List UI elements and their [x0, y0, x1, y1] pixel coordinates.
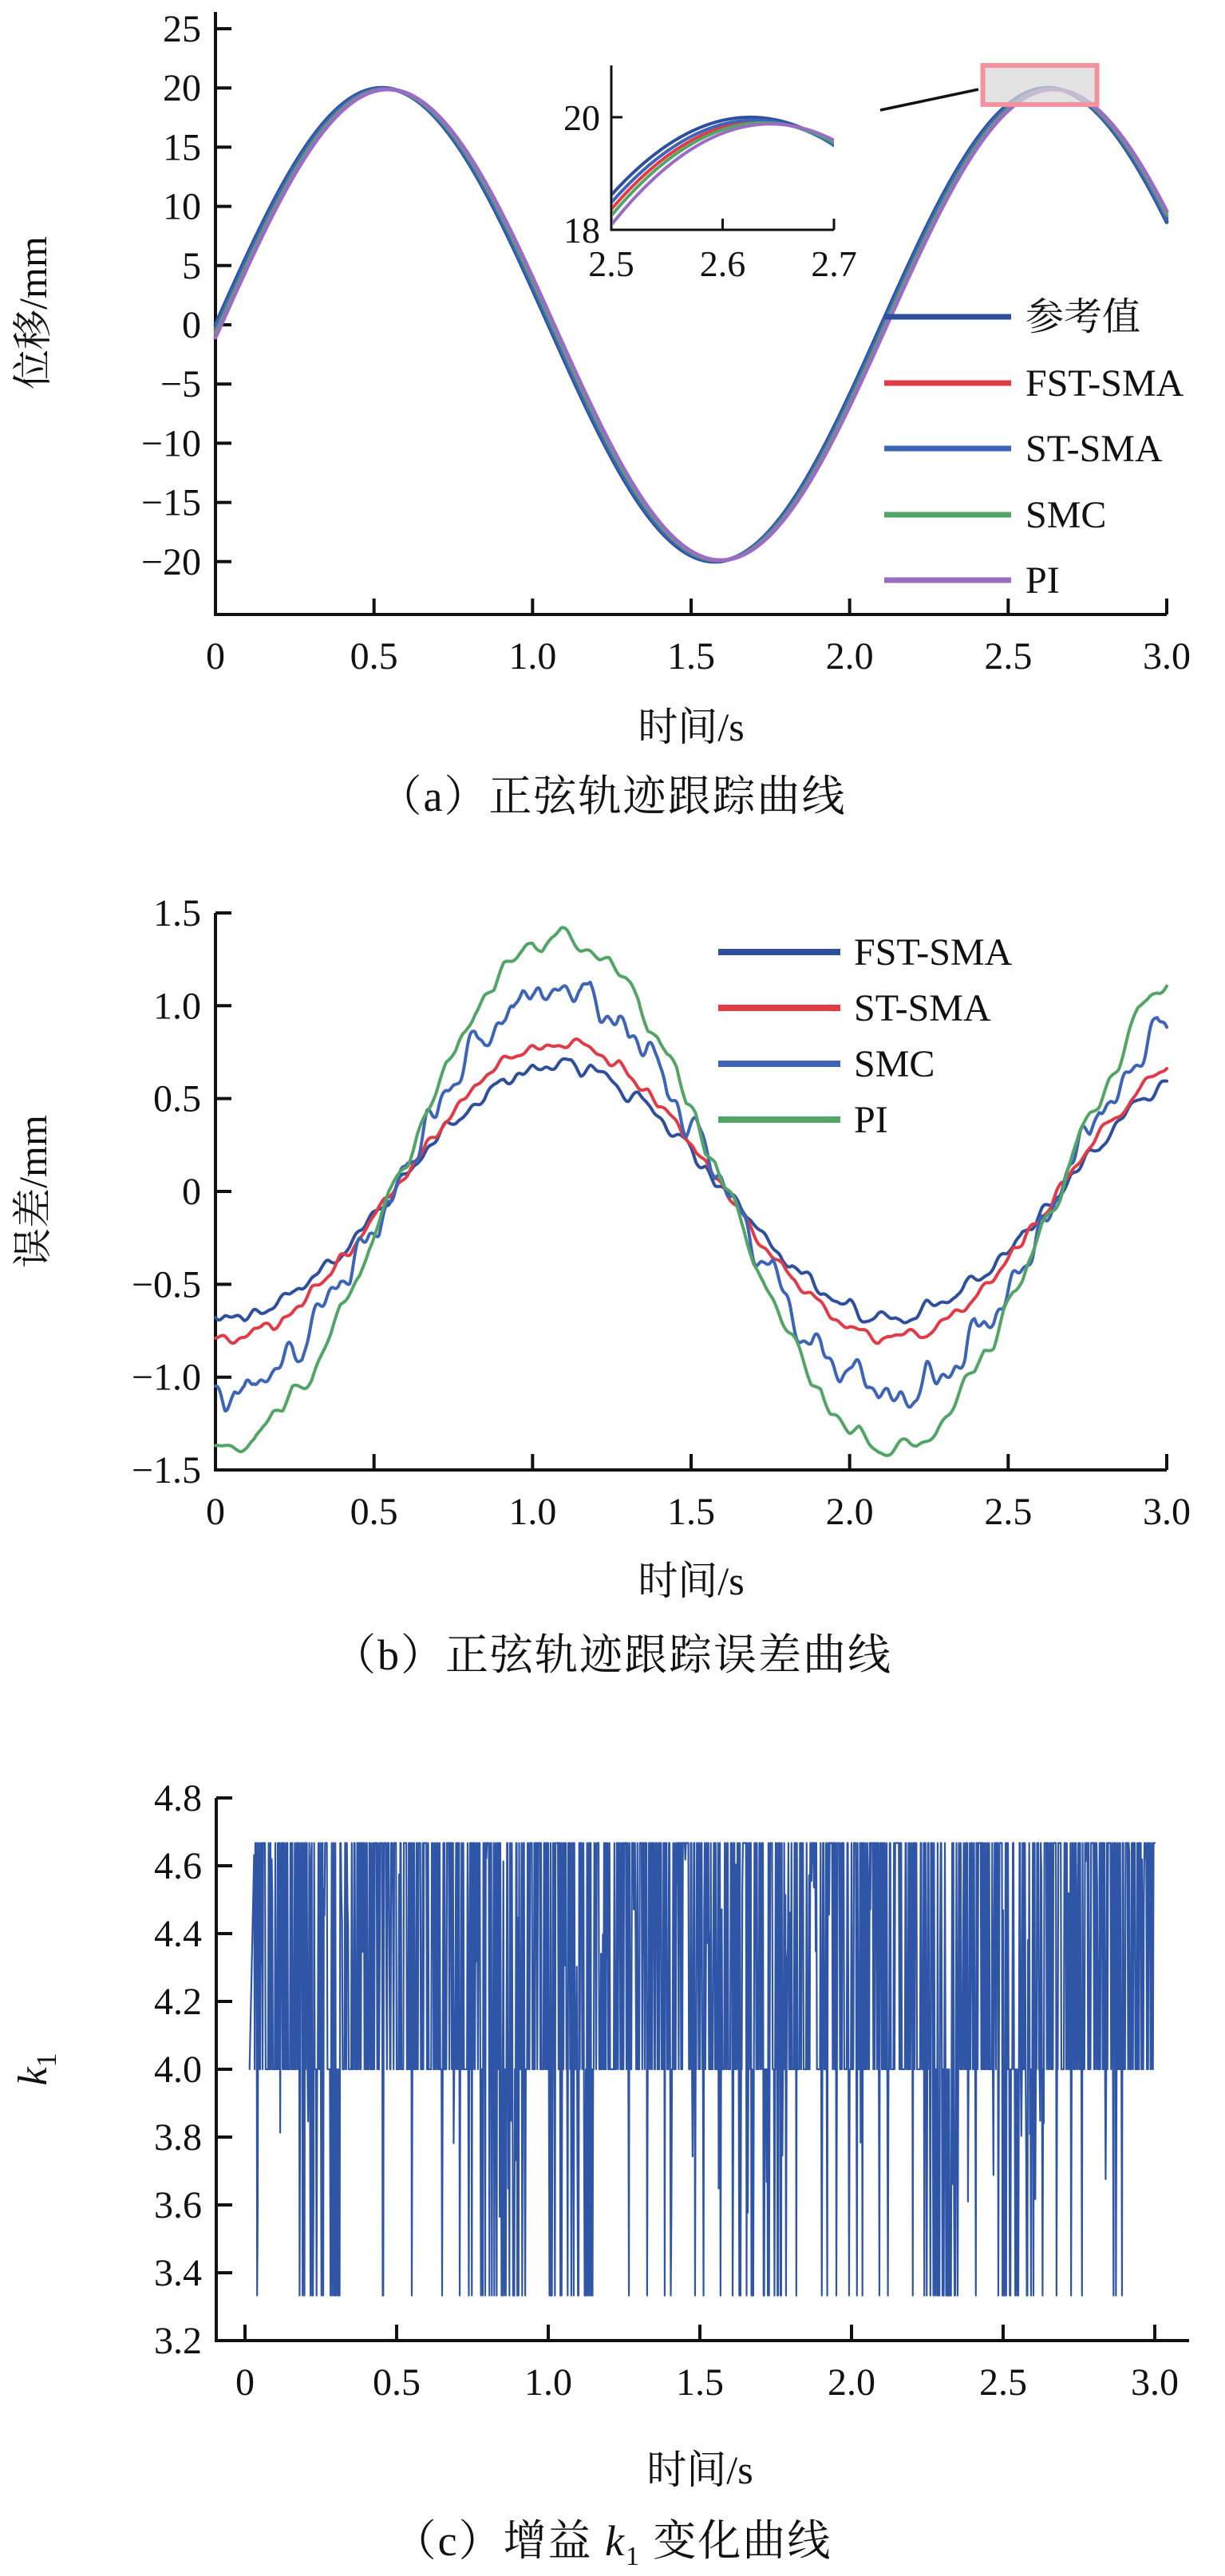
- legend-entry: [884, 559, 1060, 602]
- series-b-SMC: [215, 982, 1167, 1411]
- series-b-PI: [215, 927, 1167, 1456]
- xlabel-c: 时间/s: [646, 2448, 753, 2492]
- legend-entry: [718, 931, 1013, 974]
- legend-a: [884, 296, 1184, 602]
- inset-xtick-label: 2.6: [699, 243, 746, 284]
- series-b-FST-SMA: [215, 1059, 1167, 1323]
- xtick-label-b: 0.5: [350, 1491, 398, 1533]
- legend-label-SMC: SMC: [854, 1043, 935, 1085]
- caption-c-sub: 1: [626, 2541, 641, 2571]
- ytick-label-b: −1.5: [131, 1449, 201, 1492]
- ytick-label-a: 5: [182, 244, 201, 287]
- axis-spines-b: [215, 913, 1167, 1470]
- series-a-PI: [215, 89, 1167, 560]
- xtick-label-b: 1.0: [508, 1491, 557, 1533]
- legend-entry: [718, 1043, 935, 1085]
- caption-c-prefix: （c）增益: [393, 2517, 606, 2565]
- ylabel-b: 误差/mm: [10, 1115, 55, 1268]
- legend-label-ST-SMA: ST-SMA: [854, 987, 991, 1029]
- ytick-label-b: 0.5: [153, 1077, 201, 1120]
- ytick-label-c: 4.8: [154, 1777, 202, 1819]
- xtick-label-a: 0.5: [350, 635, 398, 678]
- series-a-SMC: [215, 89, 1167, 561]
- caption-b-text: （b）正弦轨迹跟踪误差曲线: [333, 1631, 892, 1679]
- xtick-label-b: 1.5: [666, 1491, 715, 1533]
- ytick-label-a: 0: [182, 304, 201, 346]
- ytick-label-a: 20: [163, 67, 201, 110]
- legend-label-PI: PI: [854, 1099, 888, 1141]
- xtick-label-c: 3.0: [1131, 2361, 1179, 2404]
- ytick-label-b: 1.5: [153, 891, 201, 934]
- ytick-label-b: 0: [182, 1171, 201, 1213]
- ytick-label-c: 4.0: [154, 2049, 202, 2091]
- caption-c-suffix: 变化曲线: [640, 2517, 832, 2565]
- axes-b: [132, 892, 1191, 1603]
- inset-spines: [611, 65, 834, 230]
- xtick-label-c: 1.0: [524, 2361, 572, 2404]
- xtick-label-a: 3.0: [1142, 635, 1191, 678]
- xtick-label-b: 0: [206, 1491, 225, 1533]
- ytick-label-c: 3.6: [154, 2184, 202, 2226]
- series-a-参考值: [215, 88, 1167, 562]
- ytick-label-c: 3.8: [154, 2116, 202, 2159]
- legend-label-ST-SMA: ST-SMA: [1025, 428, 1163, 470]
- caption-chart-c: [0, 2512, 1225, 2570]
- ytick-label-a: −15: [140, 481, 201, 524]
- xlabel-a: 时间/s: [638, 705, 745, 749]
- xtick-label-c: 2.5: [979, 2361, 1027, 2404]
- ytick-label-b: −0.5: [131, 1263, 201, 1306]
- ytick-label-b: 1.0: [153, 985, 201, 1028]
- inset-series-FST-SMA: [600, 122, 848, 223]
- legend-label-参考值: 参考值: [1025, 296, 1141, 338]
- ytick-label-a: 25: [163, 8, 201, 50]
- ytick-label-c: 4.4: [154, 1913, 202, 1955]
- ytick-label-c: 3.2: [154, 2320, 202, 2362]
- ylabel-a: 位移/mm: [10, 236, 55, 389]
- ytick-label-c: 3.4: [154, 2252, 202, 2294]
- legend-label-SMC: SMC: [1025, 494, 1107, 536]
- xtick-label-a: 0: [206, 635, 225, 678]
- series-b-ST-SMA: [215, 1039, 1167, 1343]
- series-group-a: [215, 88, 1167, 562]
- ytick-label-a: −10: [140, 422, 201, 465]
- series-a-ST-SMA: [215, 89, 1167, 561]
- xtick-label-a: 1.5: [666, 635, 715, 678]
- ytick-label-a: −5: [160, 363, 201, 406]
- xlabel-b: 时间/s: [638, 1559, 745, 1603]
- xtick-label-b: 2.0: [825, 1491, 874, 1533]
- ytick-label-a: 10: [163, 185, 201, 228]
- inset-xtick-label: 2.5: [588, 243, 634, 284]
- caption-chart-a: [0, 768, 1225, 825]
- ylabel-c: k1: [10, 2053, 62, 2086]
- legend-label-FST-SMA: FST-SMA: [854, 931, 1013, 974]
- inset-ytick-label: 18: [563, 210, 600, 251]
- caption-c-k: k: [605, 2517, 626, 2565]
- caption-a-text: （a）正弦轨迹跟踪曲线: [378, 772, 847, 820]
- legend-entry: [718, 987, 991, 1029]
- legend-entry: [884, 362, 1184, 405]
- series-group-b: [215, 927, 1167, 1456]
- series-c-gain-k1: [250, 1843, 1155, 2296]
- xtick-label-b: 2.5: [984, 1491, 1033, 1533]
- ytick-label-a: −20: [140, 540, 201, 583]
- xtick-label-c: 1.5: [676, 2361, 724, 2404]
- xtick-label-a: 2.0: [825, 635, 874, 678]
- inset-xtick-label: 2.7: [811, 243, 857, 284]
- zoom-highlight-box: [983, 65, 1097, 105]
- legend-label-FST-SMA: FST-SMA: [1025, 362, 1184, 405]
- legend-entry: [718, 1099, 888, 1141]
- xtick-label-c: 2.0: [828, 2361, 875, 2404]
- legend-label-PI: PI: [1025, 559, 1060, 602]
- inset-ytick-label: 20: [563, 97, 600, 138]
- caption-chart-b: [0, 1626, 1225, 1684]
- zoom-connector-line: [880, 89, 978, 110]
- legend-entry: [884, 296, 1140, 338]
- xtick-label-a: 2.5: [984, 635, 1033, 678]
- series-a-FST-SMA: [215, 89, 1167, 560]
- xtick-label-b: 3.0: [1142, 1491, 1191, 1533]
- legend-entry: [884, 428, 1163, 470]
- xtick-label-a: 1.0: [508, 635, 557, 678]
- inset-axes: [563, 65, 857, 284]
- xtick-label-c: 0.5: [373, 2361, 421, 2404]
- ytick-label-b: −1.0: [131, 1356, 201, 1399]
- ytick-label-c: 4.6: [154, 1845, 202, 1887]
- ytick-label-c: 4.2: [154, 1981, 202, 2023]
- xtick-label-c: 0: [235, 2361, 255, 2404]
- legend-entry: [884, 494, 1106, 536]
- ytick-label-a: 15: [163, 126, 201, 169]
- legend-b: [718, 931, 1013, 1141]
